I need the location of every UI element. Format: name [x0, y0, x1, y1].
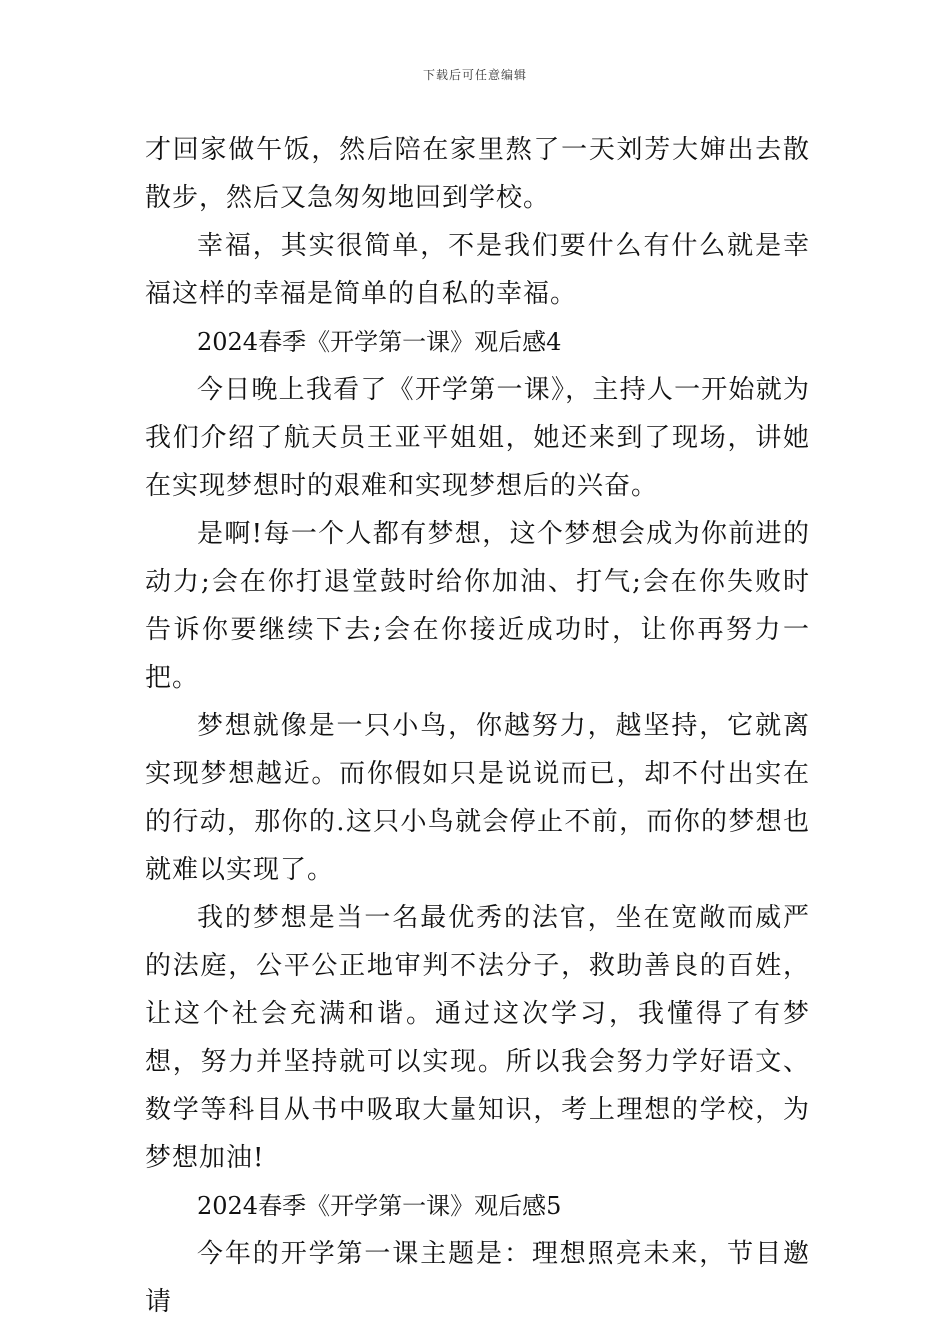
- paragraph-my-dream-judge: 我的梦想是当一名最优秀的法官，坐在宽敞而威严的法庭，公平公正地审判不法分子，救助善良的百姓，让这个社会充满和谐。通过这次学习，我懂得了有梦想，努力并坚持就可以实现。所以我会努力学好语文、数学等科目从书中吸取大量知识，考上理想的学校，为梦想加油!: [145, 903, 810, 1173]
- section-heading-4: 2024春季《开学第一课》观后感4: [197, 328, 562, 356]
- paragraph-happiness: 幸福，其实很简单，不是我们要什么有什么就是幸福这样的幸福是简单的自私的幸福。: [145, 231, 810, 309]
- paragraph-continuation: 才回家做午饭，然后陪在家里熬了一天刘芳大婶出去散散步，然后又急匆匆地回到学校。: [145, 135, 810, 213]
- page-header-note: 下载后可任意编辑: [422, 68, 527, 82]
- paragraph-watched-lesson: 今日晚上我看了《开学第一课》，主持人一开始就为我们介绍了航天员王亚平姐姐，她还来到了现场，讲她在实现梦想时的艰难和实现梦想后的兴奋。: [145, 375, 810, 501]
- paragraph-everyone-has-dreams: 是啊!每一个人都有梦想，这个梦想会成为你前进的动力;会在你打退堂鼓时给你加油、打气;会在你失败时告诉你要继续下去;会在你接近成功时，让你再努力一把。: [145, 519, 810, 693]
- paragraph-this-year-theme: 今年的开学第一课主题是：理想照亮未来，节目邀请: [145, 1239, 810, 1317]
- section-heading-5: 2024春季《开学第一课》观后感5: [197, 1192, 562, 1220]
- paragraph-dream-bird: 梦想就像是一只小鸟，你越努力，越坚持，它就离实现梦想越近。而你假如只是说说而已，却不付出实在的行动，那你的.这只小鸟就会停止不前，而你的梦想也就难以实现了。: [145, 711, 810, 885]
- document-body: [145, 126, 810, 1326]
